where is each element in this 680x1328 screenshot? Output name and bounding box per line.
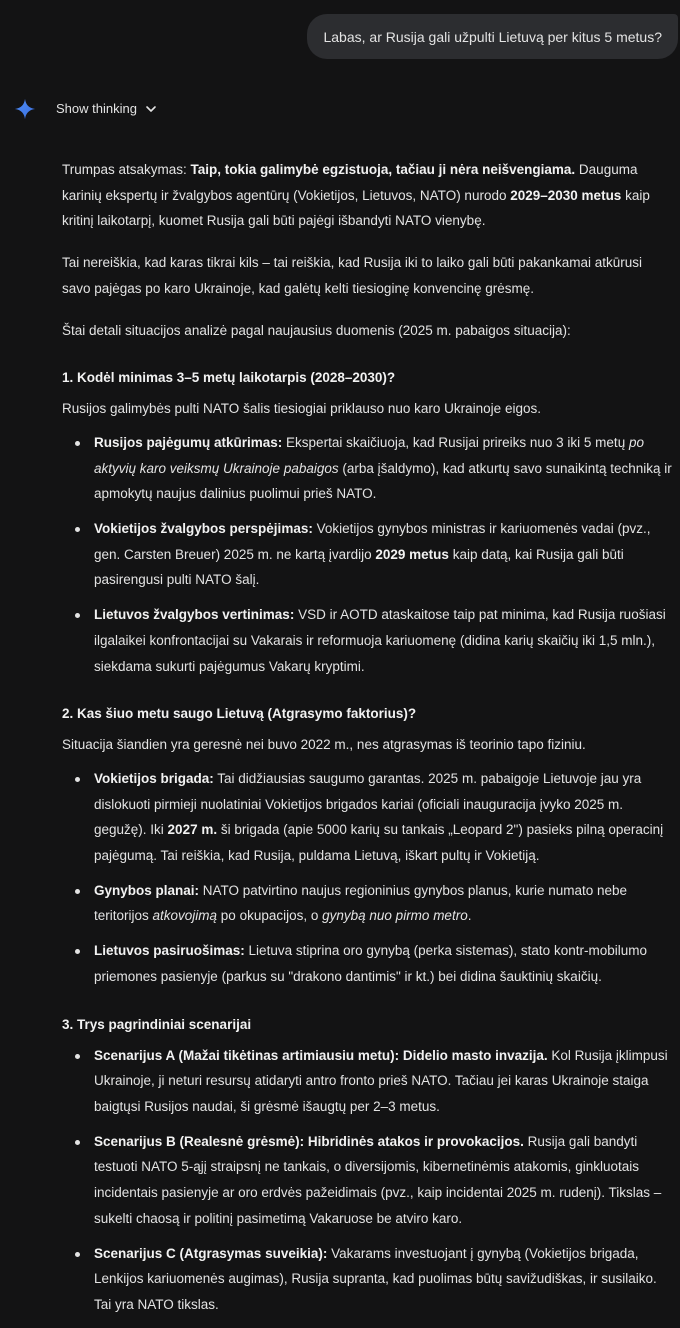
summary-paragraph: Trumpas atsakymas: Taip, tokia galimybė egzistuoja, tačiau ji nėra neišvengiama. Dauguma karinių ekspertų ir žvalgybos agentūrų (Vokietijos, Lietuvos, NATO) nurodo 2029–2030 metus kaip kritinį laikotarpį, kuomet Rusija gali būti pajėgi išbandyti NATO vienybę.: [62, 162, 650, 229]
user-message-text: Labas, ar Rusija gali užpulti Lietuvą per kitus 5 metus?: [323, 29, 662, 45]
list-item: Lietuvos žvalgybos vertinimas: VSD ir AOTD ataskaitose taip pat minima, kad Rusija ruošiasi ilgalaikei konfrontacijai su Vakarais ir reformuoja kariuomenę (didina karių skaičių iki 1,5 mln.), siekdama sukurti pajėgumus Vakarų kryptimi.: [62, 602, 672, 679]
section-intro-2: Situacija šiandien yra geresnė nei buvo 2022 m., nes atgrasymas iš teorinio tapo fiziniu.: [62, 737, 586, 753]
list-item: Lietuvos pasiruošimas: Lietuva stiprina oro gynybą (perka sistemas), stato kontr-mobilumo priemones pasienyje (parkus su "drakono dantimis" ir kt.) bei didina šauktinių skaičių.: [62, 938, 672, 989]
section-heading-3: 3. Trys pagrindiniai scenarijai: [62, 1016, 252, 1032]
context-paragraph: Tai nereiškia, kad karas tikrai kils – tai reiškia, kad Rusija iki to laiko gali būti pakankamai atkūrusi savo pajėgas po karo Ukrainoje, kad galėtų kelti tiesioginę konvencinę grėsmę.: [62, 255, 642, 296]
analysis-intro-paragraph: Štai detali situacijos analizė pagal naujausius duomenis (2025 m. pabaigos situacija):: [62, 322, 571, 338]
list-item: Scenarijus A (Mažai tikėtinas artimiausiu metu): Didelio masto invazija. Kol Rusija įklimpusi Ukrainoje, ji neturi resursų atidaryti antro fronto prieš NATO. Tačiau jei karas Ukrainoje staiga baigtųsi Rusijos naudai, ši grėsmė išaugtų per 2–3 metus.: [62, 1043, 672, 1120]
gemini-sparkle-icon: [14, 98, 36, 120]
gemini-avatar: [14, 98, 36, 120]
list-item: Vokietijos brigada: Tai didžiausias saugumo garantas. 2025 m. pabaigoje Lietuvoje jau yra dislokuoti pirmieji nuolatiniai Vokietijos brigados kariai (oficiali inauguracija įvyko 2025 m. gegužę). Iki 2027 m. ši brigada (apie 5000 karių su tankais „Leopard 2") pasieks pilną operacinį pajėgumą. Tai reiškia, kad Rusija, puldama Lietuvą, iškart pultų ir Vokietiją.: [62, 766, 672, 869]
list-item: Scenarijus C (Atgrasymas suveikia): Vakarams investuojant į gynybą (Vokietijos brigada, Lenkijos kariuomenės augimas), Rusija supranta, kad puolimas būtų savižudiškas, ir susilaiko. Tai yra NATO tikslas.: [62, 1241, 672, 1318]
show-thinking-button[interactable]: [56, 101, 157, 116]
section-heading-1: 1. Kodėl minimas 3–5 metų laikotarpis (2028–2030)?: [62, 370, 396, 386]
assistant-response: [62, 157, 672, 1328]
show-thinking-label: Show thinking: [56, 101, 137, 116]
chevron-down-icon: [145, 103, 157, 115]
list-item: Scenarijus B (Realesnė grėsmė): Hibridinės atakos ir provokacijos. Rusija gali bandyti testuoti NATO 5-ąjį straipsnį ne tankais, o diversijomis, kibernetinėmis atakomis, ginkluotais incidentais pasienyje ar oro erdvės pažeidimais (pvz., kaip incidentai 2025 m. rudenį). Tikslas – sukelti chaosą ir politinį pasimetimą Vakaruose be atviro karo.: [62, 1129, 672, 1232]
list-item: Gynybos planai: NATO patvirtino naujus regioninius gynybos planus, kurie numato nebe teritorijos atkovojimą po okupacijos, o gynybą nuo pirmo metro.: [62, 878, 672, 929]
list-item: Vokietijos žvalgybos perspėjimas: Vokietijos gynybos ministras ir kariuomenės vadai (pvz., gen. Carsten Breuer) 2025 m. ne kartą įvardijo 2029 metus kaip datą, kai Rusija gali būti pasirengusi pulti NATO šalį.: [62, 516, 672, 593]
user-message-bubble: [307, 14, 678, 59]
list-item: Rusijos pajėgumų atkūrimas: Ekspertai skaičiuoja, kad Rusijai prireiks nuo 3 iki 5 metų po aktyvių karo veiksmų Ukrainoje pabaigos (arba įšaldymo), kad atkurtų savo sunaikintą techniką ir apmokytų naujus dalinius puolimui prieš NATO.: [62, 430, 672, 507]
section-list-3: [62, 1043, 672, 1318]
section-list-2: [62, 766, 672, 990]
section-heading-2: 2. Kas šiuo metu saugo Lietuvą (Atgrasymo faktorius)?: [62, 706, 417, 722]
section-list-1: [62, 430, 672, 679]
section-intro-1: Rusijos galimybės pulti NATO šalis tiesiogiai priklauso nuo karo Ukrainoje eigos.: [62, 401, 541, 417]
